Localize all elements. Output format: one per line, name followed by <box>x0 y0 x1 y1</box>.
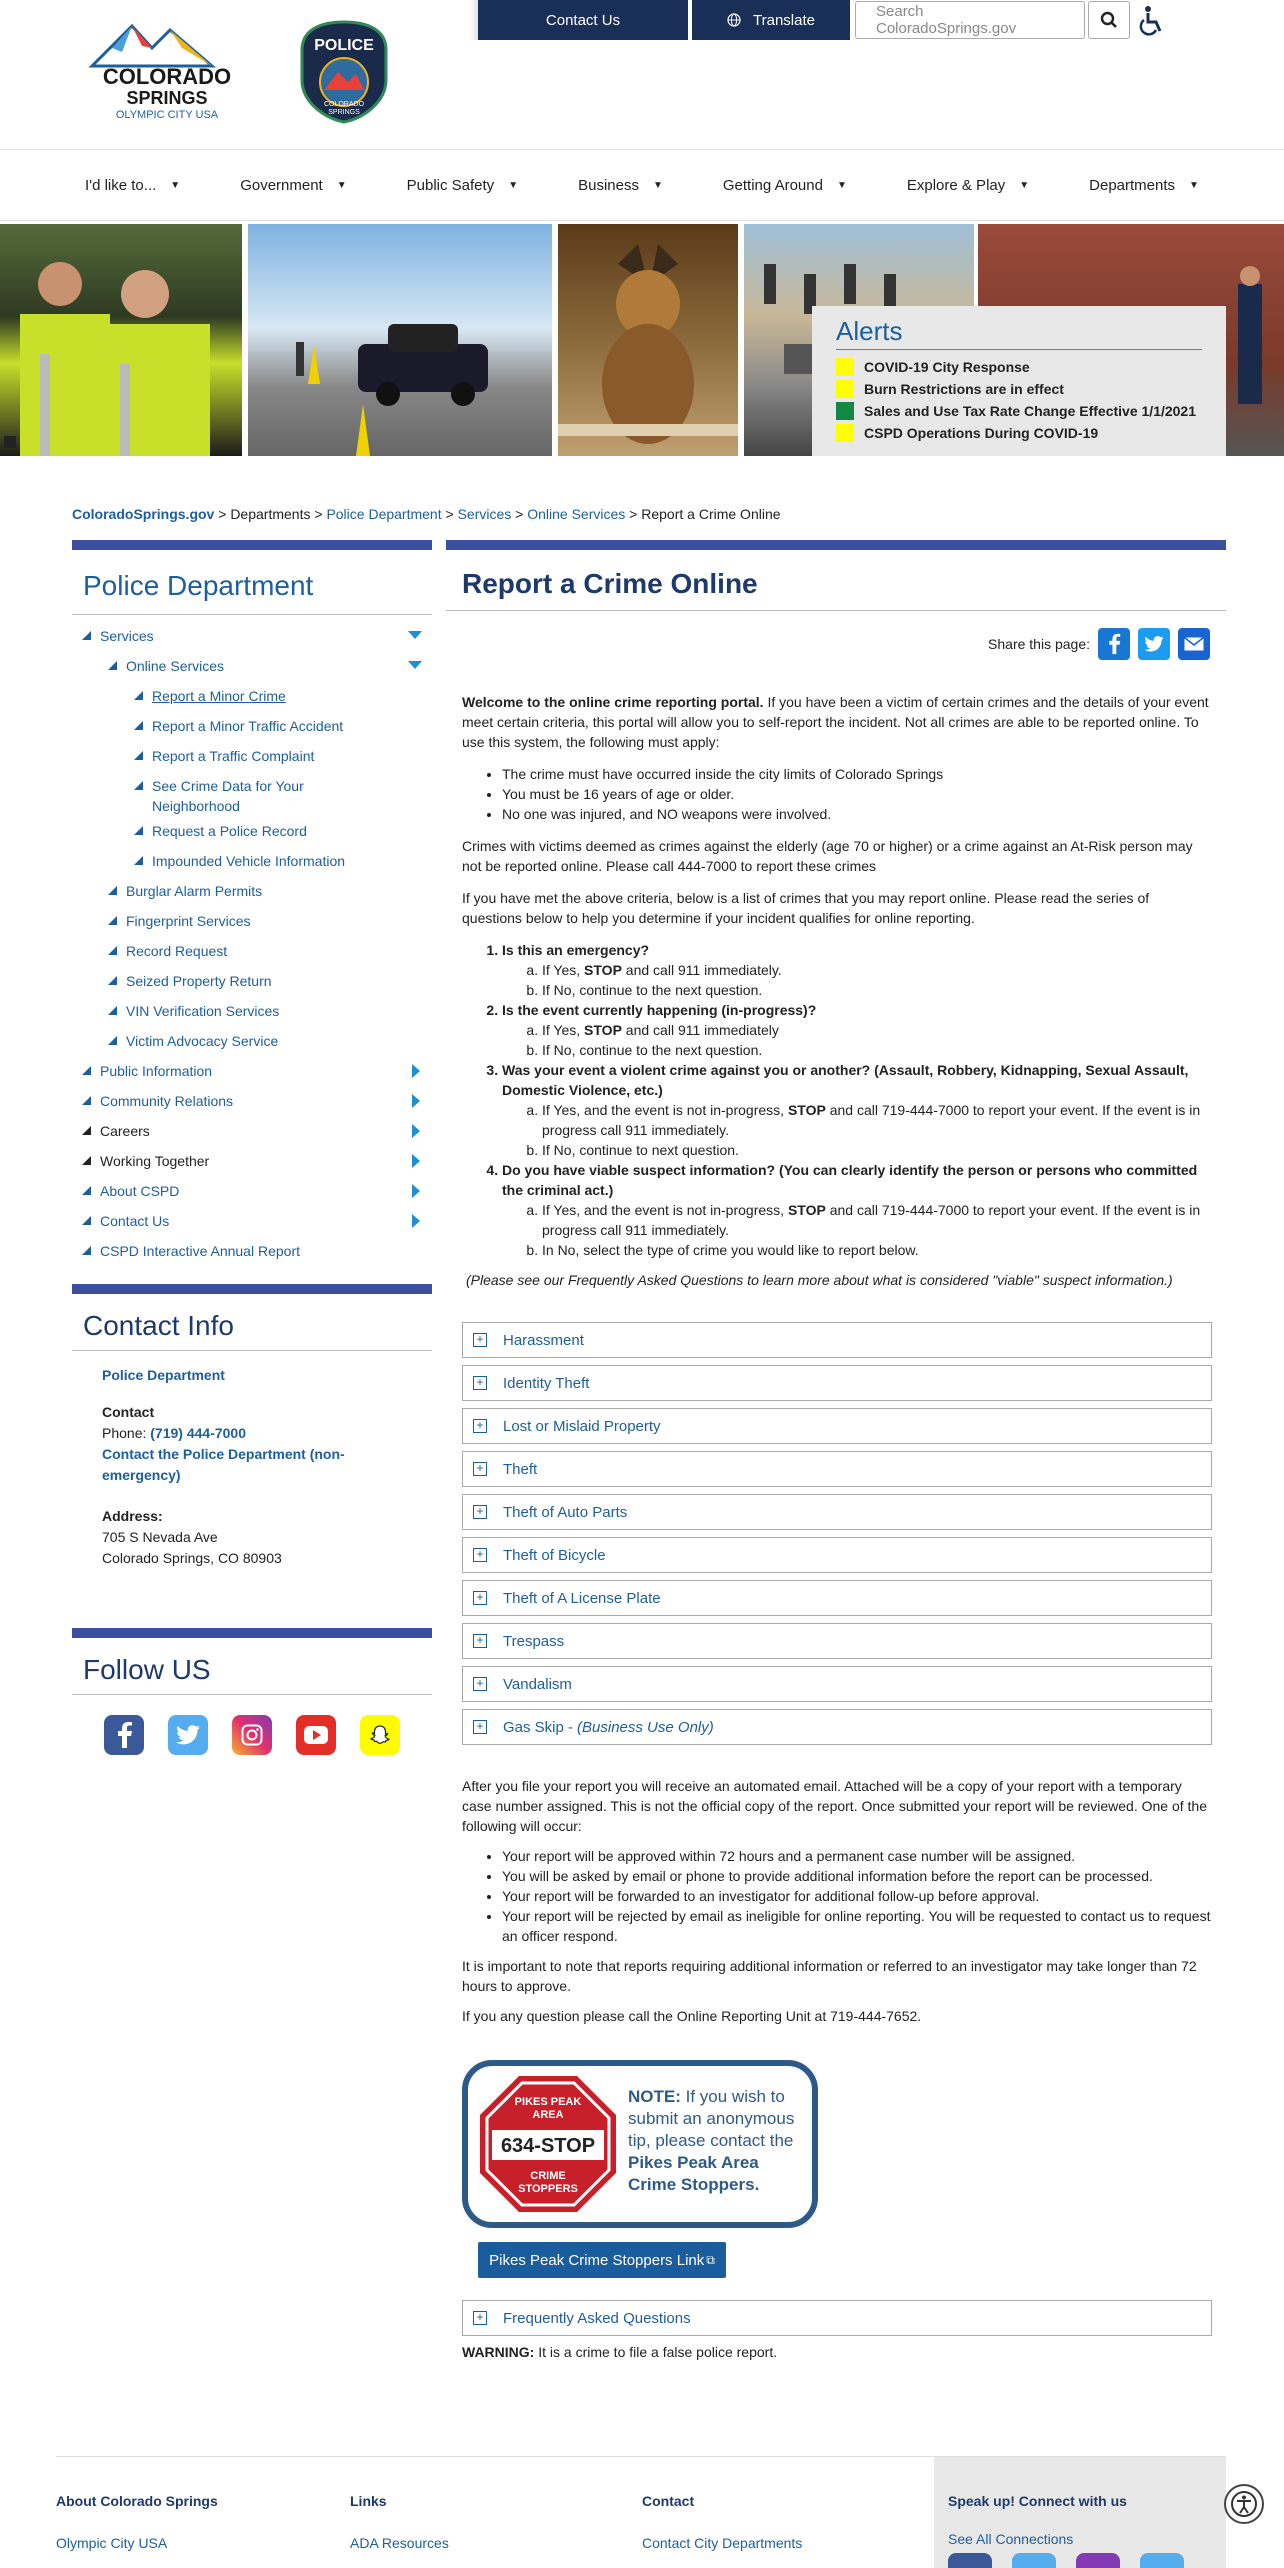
footer-contact-col <box>642 2493 802 2551</box>
nav-explore-play[interactable] <box>877 177 1059 194</box>
address-line-1: 705 S Nevada Ave <box>102 1529 218 1545</box>
translate-button[interactable] <box>692 0 850 40</box>
outcome-item: • Your report will be forwarded to an investigator for additional follow-up before approval. <box>502 1886 1212 1906</box>
phone-label: Phone: <box>102 1425 147 1441</box>
note-text <box>628 2086 808 2196</box>
accordion-theft-auto-parts[interactable] <box>462 1494 1212 1530</box>
alert-item[interactable] <box>836 356 1202 378</box>
accordion-label: Theft of Bicycle <box>503 1546 606 1564</box>
alert-status-square <box>836 380 854 398</box>
welcome-rest: If you have been a victim of certain crimes and the details of your event meet certain criteria, this portal will allow you to self-report the incident. Not all crimes are able to be reported online. To use this system, the following must apply: <box>462 694 1209 750</box>
follow-us-title: Follow US <box>72 1638 432 1695</box>
answer-item: b. If No, continue to next question. <box>542 1140 1212 1160</box>
elderly-paragraph: Crimes with victims deemed as crimes against the elderly (age 70 or higher) or a crime against an At-Risk person may not be reported online. Please call 444-7000 to report these crimes <box>462 838 1193 874</box>
search-button[interactable] <box>1088 1 1130 39</box>
accordion-label: Frequently Asked Questions <box>503 2309 691 2327</box>
accordion-label: Gas Skip - <box>503 1718 574 1736</box>
tree-triangle-icon <box>108 661 117 670</box>
sidebar-label: Online Services <box>126 658 225 674</box>
welcome-paragraph <box>462 692 1212 752</box>
accordion-label: Theft of Auto Parts <box>503 1503 628 1521</box>
plus-icon: + <box>473 1720 487 1734</box>
tree-triangle-icon <box>108 946 117 955</box>
sidebar-label: Contact Us <box>100 1213 170 1229</box>
caret-down-icon: ▼ <box>508 180 519 191</box>
answer-item <box>542 1100 1212 1140</box>
sidebar-nav <box>72 540 432 1266</box>
footer-social-icons <box>948 2553 1184 2568</box>
sidebar-item-report-traffic-accident[interactable] <box>72 711 432 741</box>
sidebar-item-police-record[interactable] <box>72 816 432 846</box>
answer-text: and call 911 immediately <box>621 1022 779 1038</box>
sidebar-label: Seized Property Return <box>126 973 272 989</box>
instagram-icon[interactable] <box>232 1715 272 1755</box>
question-text: Is the event currently happening (in-progress)? <box>502 1002 817 1018</box>
tree-triangle-icon <box>134 691 143 700</box>
contact-dept[interactable]: Police Department <box>102 1367 225 1383</box>
stop-sign-graphic <box>478 2074 618 2214</box>
sidebar-label: Public Information <box>100 1063 213 1079</box>
note-label: NOTE: <box>628 2087 681 2106</box>
crime-stoppers-link-button[interactable] <box>478 2242 726 2278</box>
nav-departments[interactable] <box>1059 177 1229 194</box>
intro-section <box>462 692 1212 1290</box>
chevron-right-icon[interactable] <box>412 1154 420 1168</box>
nav-label: Departments <box>1089 177 1176 194</box>
breadcrumb-home[interactable]: ColoradoSprings.gov <box>72 506 215 522</box>
accordion-trespass[interactable] <box>462 1623 1212 1659</box>
stop-word: STOP <box>584 962 622 978</box>
alert-label: Burn Restrictions are in effect <box>864 381 1064 397</box>
accordion-label: Lost or Mislaid Property <box>503 1417 661 1435</box>
tree-triangle-icon <box>82 631 91 640</box>
nav-label: Business <box>578 177 639 194</box>
answer-item <box>542 960 1212 980</box>
main-content <box>446 540 1226 2360</box>
tree-triangle-icon <box>82 1186 91 1195</box>
chevron-right-icon[interactable] <box>412 1184 420 1198</box>
site-header <box>0 0 1284 150</box>
plus-icon: + <box>473 1548 487 1562</box>
accordion-theft[interactable] <box>462 1451 1212 1487</box>
sidebar-item-crime-data[interactable] <box>72 771 372 816</box>
svg-text:SPRINGS: SPRINGS <box>126 88 208 108</box>
address-line-2: Colorado Springs, CO 80903 <box>102 1550 282 1566</box>
police-dog-photo <box>558 224 738 456</box>
contact-us-button[interactable] <box>478 0 688 40</box>
share-bar <box>988 628 1210 660</box>
search-input[interactable] <box>855 1 1085 39</box>
sidebar-label: Fingerprint Services <box>126 913 251 929</box>
plus-icon: + <box>473 1505 487 1519</box>
question-item <box>502 1000 1212 1060</box>
footer-about-title: About Colorado Springs <box>56 2493 218 2509</box>
sidebar-title[interactable]: Police Department <box>72 550 432 615</box>
plus-icon: + <box>473 1376 487 1390</box>
sidebar-item-community-relations[interactable] <box>72 1086 432 1116</box>
nav-business[interactable] <box>548 177 693 194</box>
chevron-down-icon[interactable] <box>408 631 422 639</box>
answer-item <box>542 1020 1212 1040</box>
stop-sign-top-text: PIKES PEAK AREA <box>514 2096 582 2121</box>
question-paragraph: If you any question please call the Online Reporting Unit at 719-444-7652. <box>462 2008 922 2024</box>
breadcrumb-current: Report a Crime Online <box>641 506 781 522</box>
nav-label: I'd like to... <box>85 177 157 194</box>
follow-top-bar <box>72 1628 432 1638</box>
question-answers <box>502 960 1212 1000</box>
nextdoor-icon[interactable] <box>1140 2553 1184 2568</box>
accordion-faq[interactable] <box>462 2300 1212 2336</box>
sidebar-label: Working Together <box>100 1153 210 1169</box>
tree-triangle-icon <box>108 976 117 985</box>
chevron-right-icon[interactable] <box>412 1214 420 1228</box>
accessibility-widget-icon[interactable] <box>1224 2484 1264 2524</box>
contact-info-panel <box>72 1284 432 1583</box>
contact-info-title: Contact Info <box>72 1294 432 1351</box>
important-paragraph: It is important to note that reports requiring additional information or referred to an investigator may take longer than 72 hours to approve. <box>462 1958 1197 1994</box>
answer-text: If Yes, <box>542 1022 585 1038</box>
svg-text:SPRINGS: SPRINGS <box>328 109 360 116</box>
share-email-icon[interactable] <box>1178 628 1210 660</box>
external-link-icon: ⧉ <box>706 2252 715 2267</box>
follow-us-panel <box>72 1628 432 1755</box>
warning-text: It is a crime to file a false police report. <box>534 2344 778 2360</box>
accordion-label: Theft of A License Plate <box>503 1589 661 1607</box>
question-answers <box>502 1100 1212 1160</box>
site-footer <box>56 2456 1226 2568</box>
answer-item <box>542 1200 1212 1240</box>
plus-icon: + <box>473 1462 487 1476</box>
tree-triangle-icon <box>134 826 143 835</box>
footer-links-title: Links <box>350 2493 387 2509</box>
sidebar-item-vin[interactable] <box>72 996 432 1026</box>
welcome-bold: Welcome to the online crime reporting portal. <box>462 694 764 710</box>
plus-icon: + <box>473 2311 487 2325</box>
sidebar-item-record-request[interactable] <box>72 936 432 966</box>
breadcrumb-services[interactable]: Services <box>457 506 512 522</box>
breadcrumb-departments[interactable]: Departments <box>230 506 311 522</box>
nav-label: Public Safety <box>406 177 495 194</box>
nav-label: Explore & Play <box>906 177 1006 194</box>
address-label: Address: <box>102 1508 163 1524</box>
question-text: Was your event a violent crime against you or another? (Assault, Robbery, Kidnapping, Sexual Assault, Domestic Violence, etc.) <box>502 1062 1189 1098</box>
breadcrumb-online[interactable]: Online Services <box>527 506 626 522</box>
warning-line <box>462 2342 1212 2362</box>
nav-label: Getting Around <box>722 177 823 194</box>
search-placeholder: Search ColoradoSprings.gov <box>876 3 1017 37</box>
after-file-section <box>462 1776 1212 2026</box>
sidebar-label: Burglar Alarm Permits <box>126 883 263 899</box>
snapchat-icon[interactable] <box>360 1715 400 1755</box>
share-facebook-icon[interactable] <box>1098 628 1130 660</box>
caret-down-icon: ▼ <box>336 180 347 191</box>
tree-triangle-icon <box>82 1126 91 1135</box>
alerts-title: Alerts <box>836 316 1202 350</box>
officers-photo <box>0 224 242 456</box>
crime-stoppers-link-label: Pikes Peak Crime Stoppers Link <box>489 2251 705 2269</box>
sidebar-top-bar <box>72 540 432 550</box>
caret-down-icon: ▼ <box>1189 180 1199 191</box>
question-item <box>502 1060 1212 1160</box>
plus-icon: + <box>473 1419 487 1433</box>
question-item <box>502 940 1212 1000</box>
sidebar-item-victim-advocacy[interactable] <box>72 1026 432 1056</box>
sidebar-label: Report a Minor Traffic Accident <box>152 718 344 734</box>
sidebar-label: Careers <box>100 1123 150 1139</box>
share-label: Share this page: <box>988 636 1090 652</box>
answer-text: If Yes, and the event is not in-progress, <box>542 1102 788 1118</box>
tree-triangle-icon <box>82 1066 91 1075</box>
warning-label: WARNING: <box>462 2344 535 2360</box>
question-text: Do you have viable suspect information? (You can clearly identify the person or persons who committed the criminal act.) <box>502 1162 1198 1198</box>
breadcrumb-police[interactable]: Police Department <box>326 506 442 522</box>
page-title: Report a Crime Online <box>446 550 1226 611</box>
breadcrumb <box>72 506 781 522</box>
criteria-item: • You must be 16 years of age or older. <box>502 784 1212 804</box>
facebook-icon[interactable] <box>104 1715 144 1755</box>
contact-top-bar <box>72 1284 432 1294</box>
nav-government[interactable] <box>210 177 376 194</box>
accordion-vandalism[interactable] <box>462 1666 1212 1702</box>
twitter-icon[interactable] <box>1012 2553 1056 2568</box>
question-text: Is this an emergency? <box>502 942 650 958</box>
alert-status-square <box>836 358 854 376</box>
stop-sign-number: 634-STOP <box>500 2135 596 2157</box>
contact-label: Contact <box>102 1404 155 1420</box>
tree-triangle-icon <box>134 751 143 760</box>
question-answers <box>502 1020 1212 1060</box>
translate-label: Translate <box>753 11 815 29</box>
sidebar-label: See Crime Data for Your Neighborhood <box>152 778 304 814</box>
sidebar-item-contact-us[interactable] <box>72 1206 432 1236</box>
sidebar-item-about-cspd[interactable] <box>72 1176 432 1206</box>
footer-speak-title: Speak up! Connect with us <box>948 2493 1127 2509</box>
alert-item[interactable] <box>836 378 1202 400</box>
plus-icon: + <box>473 1333 487 1347</box>
alert-label: CSPD Operations During COVID-19 <box>864 425 1099 441</box>
tree-triangle-icon <box>108 916 117 925</box>
facebook-icon[interactable] <box>948 2553 992 2568</box>
sidebar-label: Request a Police Record <box>152 823 307 839</box>
tree-triangle-icon <box>134 781 143 790</box>
chevron-right-icon[interactable] <box>412 1124 420 1138</box>
footer-speak-link[interactable]: See All Connections <box>948 2531 1074 2547</box>
tree-triangle-icon <box>134 856 143 865</box>
accessibility-icon[interactable] <box>1136 4 1168 36</box>
note-link[interactable]: Pikes Peak Area Crime Stoppers. <box>628 2153 760 2194</box>
accordion-harassment[interactable] <box>462 1322 1212 1358</box>
stop-word: STOP <box>787 1202 826 1218</box>
accordion-label: Vandalism <box>503 1675 572 1693</box>
plus-icon: + <box>473 1591 487 1605</box>
share-twitter-icon[interactable] <box>1138 628 1170 660</box>
sidebar-item-impounded-vehicle[interactable] <box>72 846 432 876</box>
alert-label: Sales and Use Tax Rate Change Effective 1/1/2021 <box>864 403 1197 419</box>
accordion-identity-theft[interactable] <box>462 1365 1212 1401</box>
footer-speak-up <box>934 2457 1226 2568</box>
question-item <box>502 1160 1212 1260</box>
twitter-icon[interactable] <box>168 1715 208 1755</box>
breadcrumb-sep: > <box>314 506 323 522</box>
sidebar-label: About CSPD <box>100 1183 180 1199</box>
tree-triangle-icon <box>82 1216 91 1225</box>
answer-item: b. If No, continue to the next question. <box>542 980 1212 1000</box>
answer-text: and call 719-444-7000 to report your event. If the event is in progress call 911 immediately. <box>542 1102 1201 1138</box>
caret-down-icon: ▼ <box>1019 180 1030 191</box>
tree-triangle-icon <box>82 1096 91 1105</box>
chevron-down-icon[interactable] <box>408 661 422 669</box>
footer-links-col <box>350 2493 449 2551</box>
svg-text:OLYMPIC CITY USA: OLYMPIC CITY USA <box>115 109 219 121</box>
accordion-lost-property[interactable] <box>462 1408 1212 1444</box>
sidebar-label: Record Request <box>126 943 228 959</box>
police-car-photo <box>248 224 552 456</box>
phone-link[interactable]: (719) 444-7000 <box>150 1425 247 1441</box>
faq-note: (Please see our Frequently Asked Questions to learn more about what is considered "viable" suspect information.) <box>466 1272 1173 1288</box>
chevron-right-icon[interactable] <box>412 1094 420 1108</box>
caret-down-icon: ▼ <box>836 180 847 191</box>
chevron-right-icon[interactable] <box>412 1064 420 1078</box>
questions-list <box>462 940 1212 1260</box>
alert-status-square <box>836 402 854 420</box>
after-file-paragraph: After you file your report you will receive an automated email. Attached will be a copy of your report with a temporary case number assigned. This is not the official copy of the report. Once submitted your report will be reviewed. One of the following will occur: <box>462 1778 1207 1834</box>
tree-triangle-icon <box>134 721 143 730</box>
nav-label: Government <box>240 177 323 194</box>
sidebar-label: VIN Verification Services <box>126 1003 280 1019</box>
answer-text: and call 911 immediately. <box>621 962 782 978</box>
outcomes-list <box>462 1846 1212 1946</box>
instagram-icon[interactable] <box>1076 2553 1120 2568</box>
globe-icon <box>727 13 741 27</box>
alert-label: COVID-19 City Response <box>864 359 1030 375</box>
tree-triangle-icon <box>108 886 117 895</box>
plus-icon: + <box>473 1677 487 1691</box>
caret-down-icon: ▼ <box>170 180 181 191</box>
sidebar-item-report-traffic-complaint[interactable] <box>72 741 432 771</box>
criteria-item: • The crime must have occurred inside the city limits of Colorado Springs <box>502 764 1212 784</box>
outcome-item: • You will be asked by email or phone to provide additional information before the report can be processed. <box>502 1866 1212 1886</box>
sidebar-label: CSPD Interactive Annual Report <box>100 1243 300 1259</box>
social-links <box>72 1695 432 1755</box>
question-answers <box>502 1200 1212 1260</box>
search-icon <box>1100 11 1118 29</box>
sidebar-label: Services <box>100 628 154 644</box>
main-top-bar <box>446 540 1226 550</box>
stop-word: STOP <box>584 1022 622 1038</box>
accordion-label: Trespass <box>503 1632 565 1650</box>
stop-sign-bottom-text: CRIME STOPPERS <box>518 2170 578 2195</box>
footer-contact-link[interactable]: Contact City Departments <box>642 2535 803 2551</box>
footer-about-link[interactable]: Olympic City USA <box>56 2535 168 2551</box>
contact-phone-row <box>102 1423 402 1444</box>
answer-text: and call 719-444-7000 to report your event. If the event is in progress call 911 immediately. <box>542 1202 1201 1238</box>
outcome-item: • Your report will be approved within 72 hours and a permanent case number will be assigned. <box>502 1846 1212 1866</box>
caret-down-icon: ▼ <box>652 180 663 191</box>
nav-id-like-to[interactable] <box>55 177 210 194</box>
accordion-note: (Business Use Only) <box>577 1718 714 1736</box>
alerts-panel <box>812 306 1226 456</box>
footer-contact-title: Contact <box>642 2493 695 2509</box>
tree-triangle-icon <box>82 1246 91 1255</box>
sidebar-item-services[interactable] <box>72 621 432 651</box>
sidebar-item-seized-property[interactable] <box>72 966 432 996</box>
nav-public-safety[interactable] <box>377 177 548 194</box>
accordion-theft-bicycle[interactable] <box>462 1537 1212 1573</box>
sidebar-item-online-services[interactable] <box>72 651 432 681</box>
answer-item: b. If No, continue to the next question. <box>542 1040 1212 1060</box>
alert-item[interactable] <box>836 422 1202 444</box>
stop-word: STOP <box>787 1102 826 1118</box>
accordion-gas-skip[interactable] <box>462 1709 1212 1745</box>
breadcrumb-sep: > <box>445 506 454 522</box>
met-criteria-paragraph: If you have met the above criteria, below is a list of crimes that you may report online. Please read the series of questions below to help you determine if your incident qualifies for online reporting. <box>462 890 1150 926</box>
accordion-label: Identity Theft <box>503 1374 590 1392</box>
sidebar-label: Impounded Vehicle Information <box>152 853 346 869</box>
colorado-springs-logo[interactable] <box>72 18 262 122</box>
alert-item[interactable] <box>836 400 1202 422</box>
outcome-item: • Your report will be rejected by email as ineligible for online reporting. You will be requested to contact us to request an officer respond. <box>502 1906 1212 1946</box>
svg-text:POLICE: POLICE <box>314 37 374 54</box>
answer-text: If Yes, and the event is not in-progress, <box>542 1202 788 1218</box>
note-body: If you wish to submit an anonymous tip, please contact the <box>628 2087 795 2150</box>
svg-text:COLORADO: COLORADO <box>102 64 232 89</box>
footer-links-link[interactable]: ADA Resources <box>350 2535 449 2551</box>
alert-status-square <box>836 424 854 442</box>
sidebar-item-careers[interactable] <box>72 1116 432 1146</box>
breadcrumb-sep: > <box>629 506 638 522</box>
breadcrumb-sep: > <box>218 506 227 522</box>
sidebar-label: Victim Advocacy Service <box>126 1033 279 1049</box>
breadcrumb-sep: > <box>515 506 524 522</box>
sidebar-label: Community Relations <box>100 1093 234 1109</box>
sidebar-item-report-minor-crime[interactable] <box>72 681 432 711</box>
svg-text:COLORADO: COLORADO <box>323 101 365 108</box>
sidebar-item-burglar-alarm[interactable] <box>72 876 432 906</box>
crime-stoppers-note <box>462 2060 818 2228</box>
sidebar-label: Report a Traffic Complaint <box>152 748 315 764</box>
answer-text: If Yes, <box>542 962 585 978</box>
contact-info-body <box>72 1351 432 1583</box>
nav-getting-around[interactable] <box>693 177 877 194</box>
youtube-icon[interactable] <box>296 1715 336 1755</box>
accordion-label: Harassment <box>503 1331 584 1349</box>
main-nav <box>0 151 1284 221</box>
tree-triangle-icon <box>82 1156 91 1165</box>
footer-about-col <box>56 2493 218 2551</box>
criteria-item: • No one was injured, and NO weapons were involved. <box>502 804 1212 824</box>
accordion-label: Theft <box>503 1460 538 1478</box>
sidebar-item-public-information[interactable] <box>72 1056 432 1086</box>
sidebar-item-working-together[interactable] <box>72 1146 432 1176</box>
answer-item: b. In No, select the type of crime you would like to report below. <box>542 1240 1212 1260</box>
accordion-theft-license-plate[interactable] <box>462 1580 1212 1616</box>
tree-triangle-icon <box>108 1006 117 1015</box>
sidebar-item-fingerprint[interactable] <box>72 906 432 936</box>
sidebar-label: Report a Minor Crime <box>152 688 286 704</box>
contact-us-label: Contact Us <box>545 11 621 29</box>
non-emergency-link[interactable]: Contact the Police Department (non-emergency) <box>102 1446 345 1483</box>
sidebar-item-annual-report[interactable] <box>72 1236 432 1266</box>
police-badge-logo[interactable] <box>298 20 390 124</box>
criteria-list <box>462 764 1212 824</box>
plus-icon: + <box>473 1634 487 1648</box>
tree-triangle-icon <box>108 1036 117 1045</box>
